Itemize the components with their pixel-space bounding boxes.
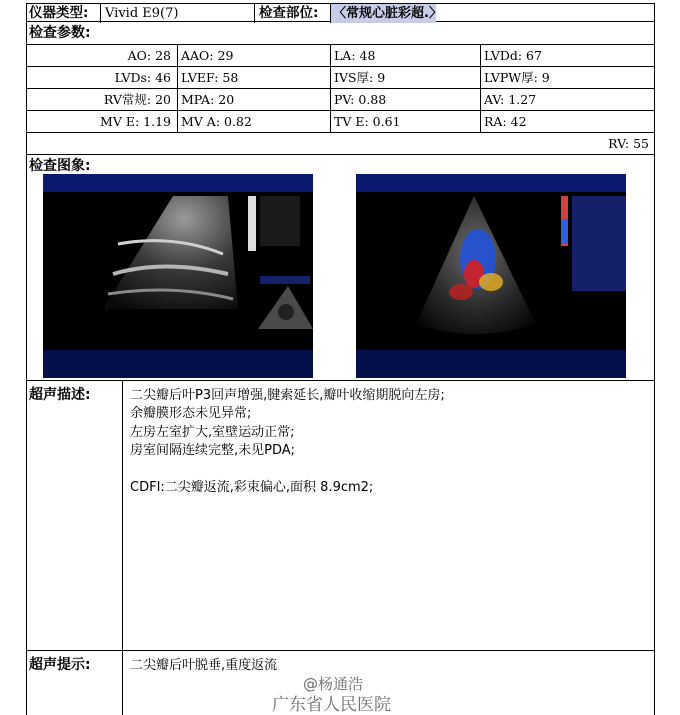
param-cell: TV E: 0.61	[330, 111, 480, 132]
param-cell: RV: 55	[608, 136, 649, 151]
param-cell: AO: 28	[127, 48, 171, 63]
params-row	[26, 111, 655, 133]
param-cell: MPA: 20	[177, 89, 330, 110]
description-line: 左房左室扩大,室壁运动正常;	[130, 424, 295, 440]
watermark-author: @杨通浩	[303, 675, 364, 693]
param-cell: MV E: 1.19	[100, 114, 171, 129]
params-title: 检查参数:	[29, 25, 91, 41]
device-header-row	[26, 3, 655, 22]
images-title: 检查图象:	[29, 158, 91, 174]
description-label: 超声描述:	[29, 387, 91, 403]
conclusion-text: 二尖瓣后叶脱垂,重度返流	[130, 658, 278, 673]
param-cell: RV常规: 20	[103, 92, 171, 107]
description-line: 二尖瓣后叶P3回声增强,腱索延长,瓣叶收缩期脱向左房;	[130, 388, 445, 403]
param-cell: IVS厚: 9	[330, 67, 480, 88]
param-cell: AV: 1.27	[480, 89, 655, 110]
params-row	[26, 133, 655, 155]
ultrasound-image-2d	[43, 174, 313, 378]
params-row	[26, 89, 655, 111]
exam-site-label: 检查部位:	[254, 4, 330, 23]
param-cell: LVDs: 46	[114, 70, 171, 85]
device-type-label: 仪器类型:	[29, 5, 89, 21]
param-cell: LA: 48	[330, 45, 480, 66]
device-type-value: Vivid E9(7)	[100, 4, 278, 23]
ultrasound-image-color-doppler	[356, 174, 626, 378]
description-line: 房室间隔连续完整,未见PDA;	[130, 442, 296, 458]
param-cell: LVDd: 67	[480, 45, 655, 66]
watermark-hospital: 广东省人民医院	[272, 695, 391, 715]
scanner-timeline-bar	[43, 350, 313, 378]
params-row	[26, 67, 655, 89]
params-row	[26, 45, 655, 67]
param-cell: LVPW厚: 9	[480, 67, 655, 88]
param-cell	[26, 133, 177, 154]
param-cell: PV: 0.88	[330, 89, 480, 110]
param-cell: MV A: 0.82	[177, 111, 330, 132]
color-doppler-graphic	[356, 174, 626, 378]
exam-site-value: 〈常规心脏彩超.〉	[330, 4, 436, 23]
param-cell	[177, 133, 330, 154]
description-line: CDFI:二尖瓣返流,彩束偏心,面积 8.9cm2;	[130, 479, 374, 495]
description-line: 余瓣膜形态未见异常;	[130, 406, 252, 422]
ultrasound-2d-graphic	[43, 174, 313, 378]
scanner-timeline-bar-2	[356, 350, 626, 378]
param-cell: AAO: 29	[177, 45, 330, 66]
param-cell	[330, 133, 480, 154]
param-cell: RA: 42	[480, 111, 655, 132]
param-cell: LVEF: 58	[177, 67, 330, 88]
conclusion-label: 超声提示:	[29, 657, 91, 673]
params-grid	[26, 44, 655, 155]
